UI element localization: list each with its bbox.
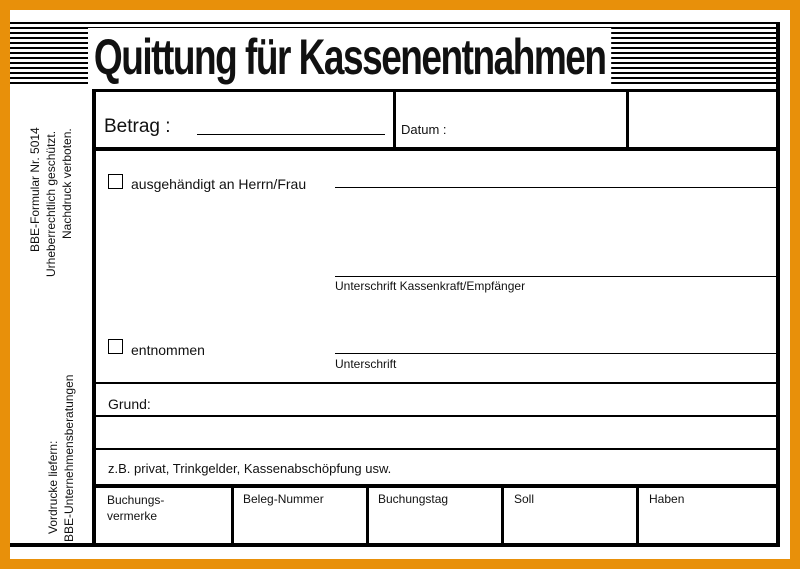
betrag-label: Betrag : [104, 116, 171, 137]
unterschrift-field[interactable] [335, 353, 776, 354]
side-formular-nr: BBE-Formular Nr. 5014 [28, 127, 42, 252]
col-soll: Soll [514, 492, 535, 506]
table-bottom-border [10, 543, 780, 547]
ausgehaendigt-checkbox[interactable] [108, 174, 123, 189]
col-divider-3 [501, 484, 504, 546]
table-top-border [92, 89, 780, 92]
unterschrift-kasse-field[interactable] [335, 276, 776, 277]
col-divider-2 [366, 484, 369, 546]
side-nachdruck: Nachdruck verboten. [60, 128, 74, 239]
ausgehaendigt-label: ausgehändigt an Herrn/Frau [131, 176, 307, 192]
columns-top-line [92, 484, 780, 488]
col-divider-1 [231, 484, 234, 546]
datum-divider [626, 89, 629, 149]
row1-bottom-line [92, 147, 780, 151]
datum-label: Datum : [401, 122, 447, 137]
col-buchungstag: Buchungstag [378, 492, 449, 506]
beispiel-text: z.B. privat, Trinkgelder, Kassenabschöpfung usw. [108, 461, 392, 476]
betrag-datum-divider [393, 89, 396, 149]
side-urheberrecht: Urheberrechtlich geschützt. [44, 130, 58, 277]
entnommen-checkbox[interactable] [108, 339, 123, 354]
col-haben: Haben [649, 492, 685, 506]
form-title: Quittung für Kassenentnahmen [88, 28, 611, 86]
entnommen-label: entnommen [131, 342, 205, 358]
empfaenger-name-field[interactable] [335, 187, 776, 188]
grund-line-1[interactable] [92, 415, 780, 417]
table-left-border [92, 89, 96, 547]
grund-top-line [92, 382, 780, 384]
side-vordrucke: Vordrucke liefern: [46, 440, 60, 534]
table-right-border [776, 22, 780, 547]
unterschrift-kasse-label: Unterschrift Kassenkraft/Empfänger [335, 279, 526, 293]
col-buchungsvermerke-line2: vermerke [107, 509, 158, 523]
betrag-field[interactable] [197, 134, 385, 135]
unterschrift-label: Unterschrift [335, 357, 397, 371]
col-beleg-nummer: Beleg-Nummer [243, 492, 324, 506]
col-buchungsvermerke-line1: Buchungs- [107, 493, 165, 507]
grund-line-2[interactable] [92, 448, 780, 450]
col-divider-4 [636, 484, 639, 546]
side-bbe: BBE-Unternehmensberatungen [62, 374, 76, 542]
grund-label: Grund: [108, 396, 151, 412]
